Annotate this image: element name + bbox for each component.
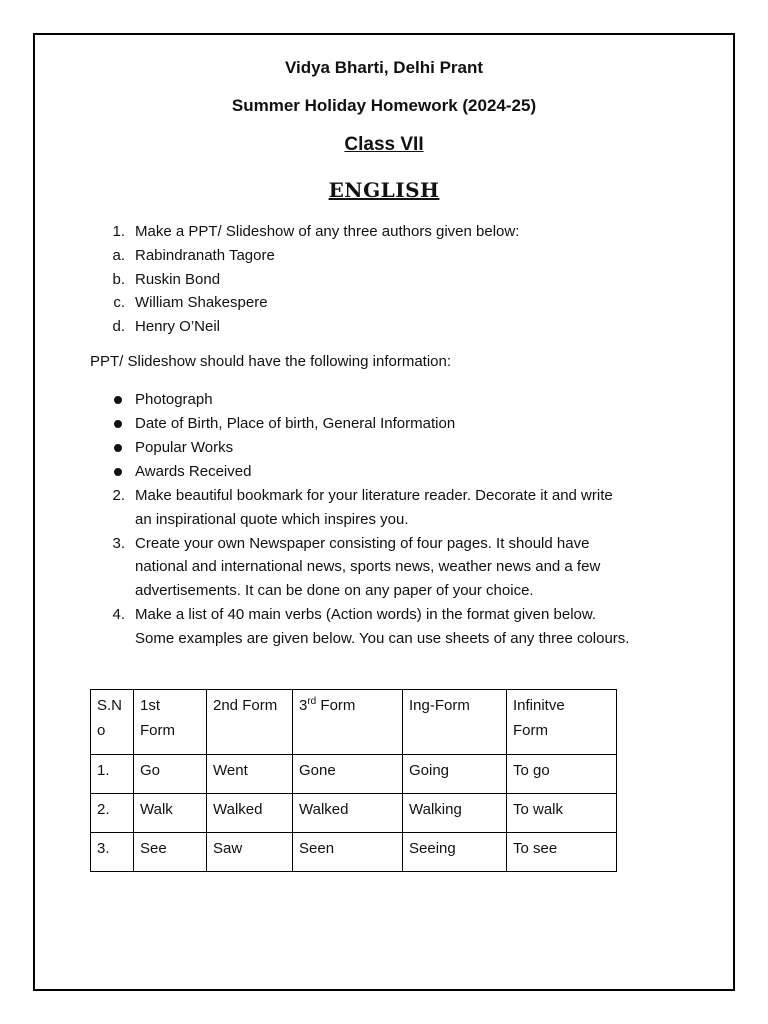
subject-title: ENGLISH: [328, 178, 440, 202]
table-cell: 3.: [91, 833, 134, 872]
table-cell: To walk: [507, 794, 617, 833]
task-3-number: 3.: [112, 535, 125, 552]
header-cell-infinitive-form: Infinitve Form: [507, 690, 617, 755]
task-1-text: Make a PPT/ Slideshow of any three authors given below:: [135, 223, 520, 240]
task-2-line: Make beautiful bookmark for your literature reader. Decorate it and write: [135, 487, 613, 504]
header-cell-third-form: 3rd Form: [293, 690, 403, 755]
task-3-line: advertisements. It can be done on any paper of your choice.: [135, 582, 534, 599]
task-4-number: 4.: [112, 606, 125, 623]
table-cell: Walked: [293, 794, 403, 833]
table-cell: Go: [134, 755, 207, 794]
header-cell-sno: S.N o: [91, 690, 134, 755]
table-header-row: [91, 690, 617, 755]
bullet-icon: [114, 444, 122, 452]
bullet-icon: [114, 396, 122, 404]
info-intro: PPT/ Slideshow should have the following information:: [90, 353, 452, 370]
header-cell-first-form: 1st Form: [134, 690, 207, 755]
author-letter: b.: [112, 271, 125, 288]
table-cell: Walk: [134, 794, 207, 833]
author-letter: d.: [112, 318, 125, 335]
table-cell: Seeing: [403, 833, 507, 872]
table-cell: Seen: [293, 833, 403, 872]
task-3-line: national and international news, sports news, weather news and a few: [135, 558, 601, 575]
author-name: Henry O’Neil: [135, 318, 221, 335]
table-cell: Going: [403, 755, 507, 794]
table-row: [91, 794, 617, 833]
header-cell-ing-form: Ing-Form: [403, 690, 507, 755]
verb-forms-table: [90, 689, 617, 872]
table-cell: Saw: [207, 833, 293, 872]
header-cell-second-form: 2nd Form: [207, 690, 293, 755]
task-3-line: Create your own Newspaper consisting of four pages. It should have: [135, 535, 590, 552]
task-2-number: 2.: [112, 487, 125, 504]
bullet-icon: [114, 468, 122, 476]
author-name: Rabindranath Tagore: [135, 247, 275, 264]
bullet-icon: [114, 420, 122, 428]
class-title: Class VII: [344, 134, 424, 155]
info-item: Awards Received: [135, 463, 252, 480]
school-name: Vidya Bharti, Delhi Prant: [284, 58, 484, 77]
info-item: Photograph: [135, 391, 213, 408]
author-letter: a.: [112, 247, 125, 264]
homework-title: Summer Holiday Homework (2024-25): [231, 96, 537, 115]
table-cell: See: [134, 833, 207, 872]
table-cell: To go: [507, 755, 617, 794]
task-1-number: 1.: [112, 223, 125, 240]
task-2-line: an inspirational quote which inspires you.: [135, 511, 409, 528]
table-cell: 1.: [91, 755, 134, 794]
task-4-line: Some examples are given below. You can use sheets of any three colours.: [135, 630, 630, 647]
table-cell: Walked: [207, 794, 293, 833]
author-name: William Shakespere: [135, 294, 268, 311]
table-cell: Walking: [403, 794, 507, 833]
info-item: Date of Birth, Place of birth, General Information: [135, 415, 456, 432]
table-cell: To see: [507, 833, 617, 872]
table-cell: Gone: [293, 755, 403, 794]
author-name: Ruskin Bond: [135, 271, 221, 288]
task-4-line: Make a list of 40 main verbs (Action words) in the format given below.: [135, 606, 597, 623]
table-cell: 2.: [91, 794, 134, 833]
table-row: [91, 755, 617, 794]
table-row: [91, 833, 617, 872]
author-letter: c.: [113, 294, 125, 311]
table-cell: Went: [207, 755, 293, 794]
info-item: Popular Works: [135, 439, 234, 456]
